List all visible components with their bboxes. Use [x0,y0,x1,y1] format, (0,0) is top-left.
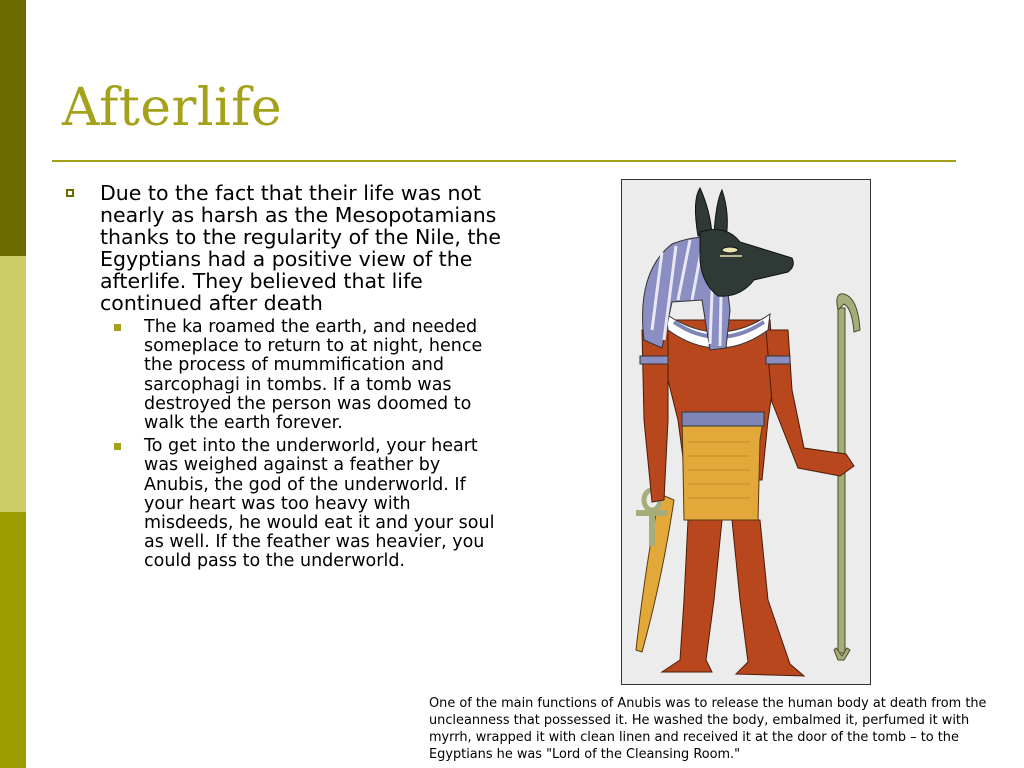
sub-bullet-text: The ka roamed the earth, and needed someplace to return to at night, hence the process of mummification and sarcophagi in tombs. If a tomb was destroyed the person was doomed to walk the earth forever. [144,317,483,434]
main-bullet-text: Due to the fact that their life was not nearly as harsh as the Mesopotamians thanks to the regularity of the Nile, the Egyptians had a positive view of the afterlife. They believed that life continued after death [100,181,502,315]
main-bullet [62,182,502,572]
anubis-illustration-icon [622,180,870,684]
side-bar-bottom [0,512,26,768]
square-bullet-icon [114,443,121,450]
hollow-square-bullet-icon [66,189,74,197]
sub-bullet-text: To get into the underworld, your heart was weighed against a feather by Anubis, the god of the underworld. If your heart was too heavy with misdeeds, he would eat it and your soul as well. If the feather was heavier, you could pass to the underworld. [144,436,495,572]
image-caption: One of the main functions of Anubis was to release the human body at death from the uncleanness that possessed it. He washed the body, embalmed it, perfumed it with myrrh, wrapped it with clean linen and received it at the door of the tomb – to the Egyptians he was "Lord of the Cleansing Room." [429,696,987,762]
square-bullet-icon [114,324,121,331]
side-bar-top [0,0,26,256]
sub-bullet [100,437,502,571]
was-sceptre-icon [834,294,860,660]
jackal-head-icon [695,188,793,296]
slide-title: Afterlife [62,78,283,138]
side-bar-middle [0,256,26,512]
bullet-list [62,182,502,576]
sub-bullet [100,318,502,433]
anubis-figure [621,179,871,685]
sub-bullet-list [100,318,502,572]
title-divider [52,160,956,162]
